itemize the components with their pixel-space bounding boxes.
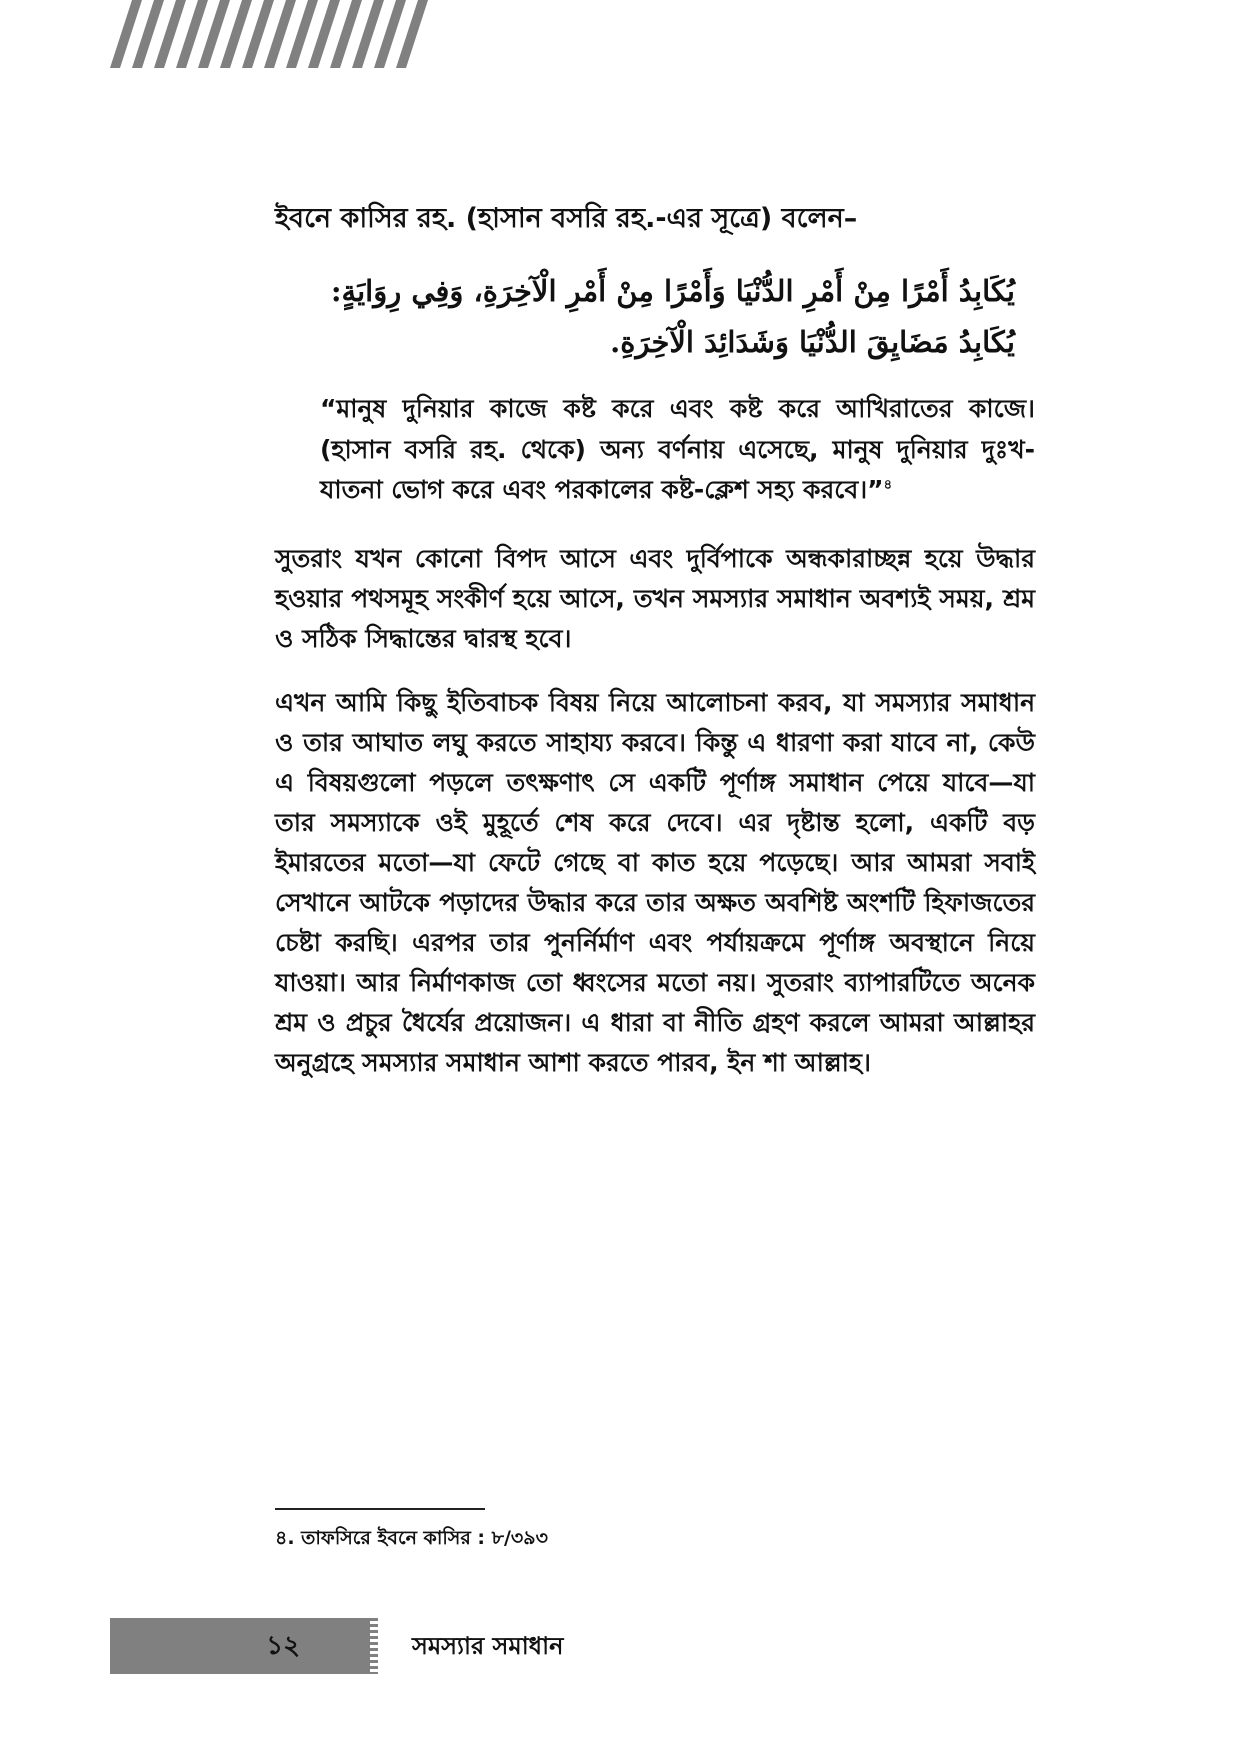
translation-text: “মানুষ দুনিয়ার কাজে কষ্ট করে এবং কষ্ট করে আখিরাতের কাজে। (হাসান বসরি রহ. থেকে) অন্য বর্ণনায় এসেছে, মানুষ দুনিয়ার দুঃখ-যাতনা ভোগ করে এবং পরকালের কষ্ট-ক্লেশ সহ্য করবে।” (320, 394, 1035, 505)
book-title: সমস্যার সমাধান (412, 1632, 564, 1660)
arabic-quote (315, 266, 1015, 368)
footnote-reference[interactable]: ৪ (883, 477, 893, 493)
footnote-divider (275, 1508, 485, 1510)
intro-line: ইবনে কাসির রহ. (হাসান বসরি রহ.-এর সূত্রে) বলেন– (275, 203, 858, 234)
arabic-line-2: يُكَابِدُ مَضَايِقَ الدُّنْيَا وَشَدَائِدَ الْآخِرَةِ. (610, 324, 1015, 359)
footnote-text: ৪. তাফসিরে ইবনে কাসির : ৮/৩৯৩ (275, 1527, 548, 1549)
decorative-stripes (110, 0, 430, 68)
arabic-line-1: يُكَابِدُ أَمْرًا مِنْ أَمْرِ الدُّنْيَا وَأَمْرًا مِنْ أَمْرِ الْآخِرَةِ، وَفِي رِوَايَةٍ: (330, 273, 1015, 308)
page-number-bar (110, 1618, 370, 1674)
paragraph-2: এখন আমি কিছু ইতিবাচক বিষয় নিয়ে আলোচনা করব, যা সমস্যার সমাধান ও তার আঘাত লঘু করতে সাহায্য করবে। কিন্তু এ ধারণা করা যাবে না, কেউ এ বিষয়গুলো পড়লে তৎক্ষণাৎ সে একটি পূর্ণাঙ্গ সমাধান পেয়ে যাবে—যা তার সমস্যাকে ওই মুহূর্তে শেষ করে দেবে। এর দৃষ্টান্ত হলো, একটি বড় ইমারতের মতো—যা ফেটে গেছে বা কাত হয়ে পড়েছে। আর আমরা সবাই সেখানে আটকে পড়াদের উদ্ধার করে তার অক্ষত অবশিষ্ট অংশটি হিফাজতের চেষ্টা করছি। এরপর তার পুনর্নির্মাণ এবং পর্যায়ক্রমে পূর্ণাঙ্গ অবস্থানে নিয়ে যাওয়া। আর নির্মাণকাজ তো ধ্বংসের মতো নয়। সুতরাং ব্যাপারটিতে অনেক শ্রম ও প্রচুর ধৈর্যের প্রয়োজন। এ ধারা বা নীতি গ্রহণ করলে আমরা আল্লাহর অনুগ্রহে সমস্যার সমাধান আশা করতে পারব, ইন শা আল্লাহ। (275, 687, 1035, 1077)
paragraph-1: সুতরাং যখন কোনো বিপদ আসে এবং দুর্বিপাকে অন্ধকারাচ্ছন্ন হয়ে উদ্ধার হওয়ার পথসমূহ সংকীর্ণ হয়ে আসে, তখন সমস্যার সমাধান অবশ্যই সময়, শ্রম ও সঠিক সিদ্ধান্তের দ্বারস্থ হবে। (275, 543, 1035, 653)
page-content (275, 200, 1035, 1107)
translation-quote (320, 389, 1035, 511)
bar-edge-decoration (370, 1618, 378, 1674)
page-number: ১২ (266, 1631, 300, 1661)
